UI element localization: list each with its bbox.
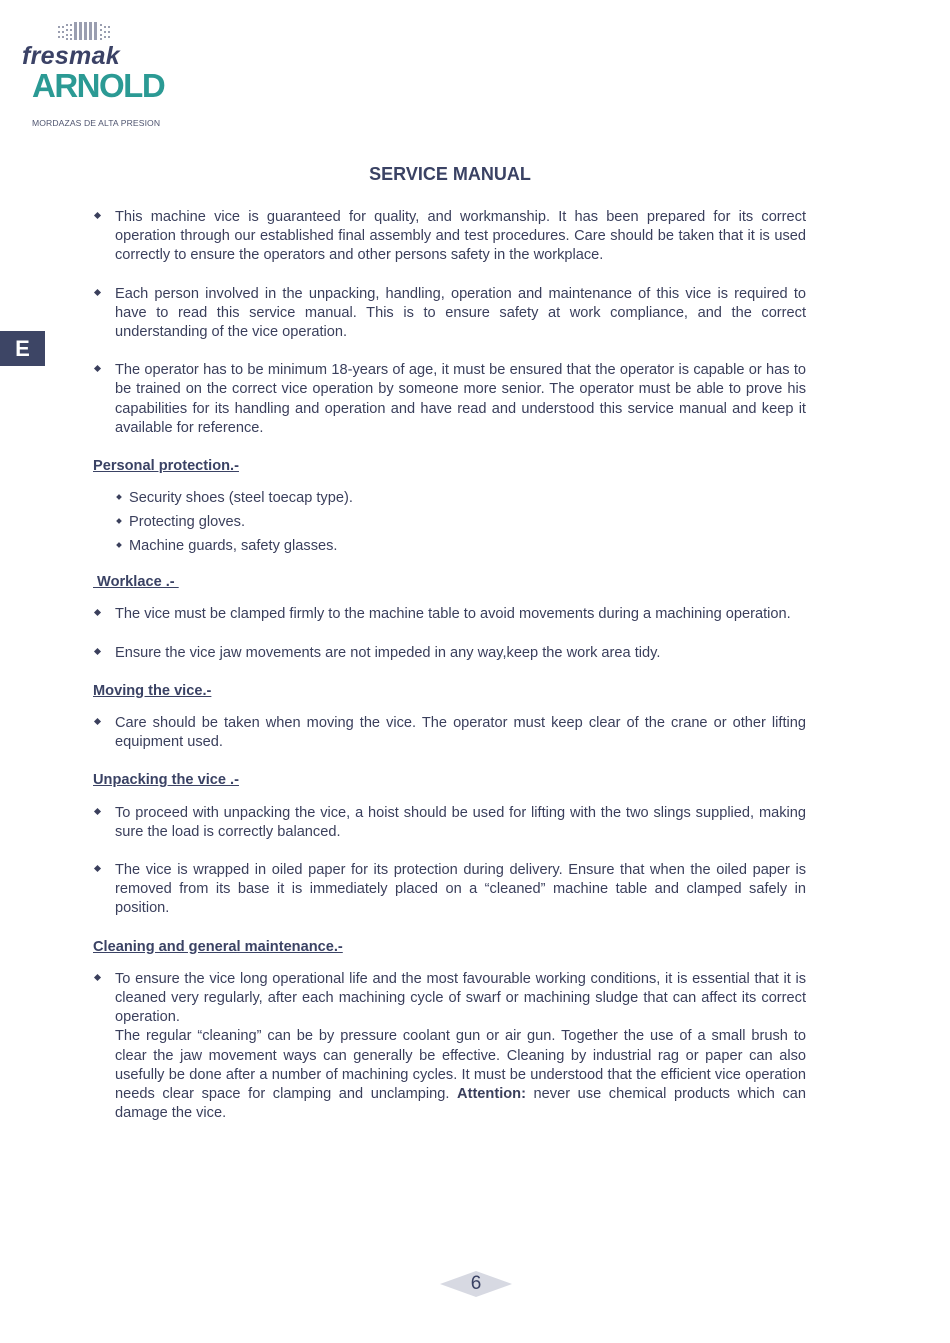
attention-text: never use chemical products which can damage the vice. — [115, 1086, 807, 1122]
item-text: The vice must be clamped firmly to the machine table to avoid movements during a machining operation. — [115, 606, 791, 623]
list-item — [93, 714, 806, 752]
page-number-badge — [440, 1271, 512, 1297]
list-item — [93, 804, 806, 842]
item-text: Machine guards, safety glasses. — [129, 538, 338, 555]
language-tab: E — [0, 331, 45, 366]
diamond-bullet-icon — [94, 808, 101, 815]
diamond-bullet-icon — [116, 542, 122, 548]
item-text: The regular “cleaning” can be by pressure coolant gun or air gun. Together the use of a small brush to clear the jaw movement ways can generally be effective. Cleaning by industrial rag or paper can also usefully be done after a number of machining cycles. It must be understood that the efficient vice operation needs clear space for clamping and unclamping. — [115, 1028, 806, 1103]
diamond-bullet-icon — [116, 494, 122, 500]
section-heading-personal-protection: Personal protection.- — [93, 458, 239, 475]
section-heading-cleaning: Cleaning and general maintenance.- — [93, 938, 343, 955]
diamond-bullet-icon — [94, 865, 101, 872]
section-heading-moving: Moving the vice.- — [93, 682, 212, 699]
list-item — [93, 361, 806, 438]
list-item — [93, 513, 806, 532]
item-text: The vice is wrapped in oiled paper for its protection during delivery. Ensure that when the oiled paper is removed from its base it is immediately placed on a “cleaned” machine table and clamped safely in position. — [115, 862, 806, 917]
list-item — [93, 537, 806, 556]
diamond-bullet-icon — [94, 609, 101, 616]
list-item — [93, 861, 806, 919]
diamond-bullet-icon — [94, 718, 101, 725]
item-text: This machine vice is guaranteed for quality, and workmanship. It has been prepared for its correct operation through our established final assembly and test procedures. Care should be taken that it is used correctly to ensure the operators and other persons safety in the workplace. — [115, 209, 806, 264]
diamond-bullet-icon — [94, 365, 101, 372]
logo-name: ARNOLD — [32, 67, 165, 104]
list-item — [93, 489, 806, 508]
diamond-bullet-icon — [94, 648, 101, 655]
list-item — [93, 970, 806, 1124]
company-logo — [22, 20, 172, 128]
list-item — [93, 644, 806, 663]
diamond-bullet-icon — [94, 212, 101, 219]
manual-body — [93, 208, 806, 1124]
item-text: To proceed with unpacking the vice, a hoist should be used for lifting with the two slings supplied, making sure the load is correctly balanced. — [115, 804, 806, 840]
item-text: Care should be taken when moving the vice. The operator must keep clear of the crane or other lifting equipment used. — [115, 715, 806, 751]
logo-brand: fresmak — [22, 42, 120, 70]
section-heading-unpacking: Unpacking the vice .- — [93, 772, 239, 789]
diamond-bullet-icon — [116, 518, 122, 524]
list-item — [93, 208, 806, 266]
item-text: Ensure the vice jaw movements are not impeded in any way,keep the work area tidy. — [115, 644, 661, 661]
logo-dot-grid-icon — [58, 22, 118, 42]
item-text: Security shoes (steel toecap type). — [129, 490, 353, 507]
attention-label: Attention: — [457, 1086, 526, 1103]
item-text: The operator has to be minimum 18-years of age, it must be ensured that the operator is capable or has to be trained on the correct vice operation by someone more senior. The operator must be able to prove his capabilities for its handling and operation and have read and understood this service manual and keep it available for reference. — [115, 362, 806, 436]
page-title: SERVICE MANUAL — [369, 164, 531, 184]
list-item — [93, 285, 806, 343]
diamond-bullet-icon — [94, 974, 101, 981]
item-text: Protecting gloves. — [129, 514, 246, 531]
item-text: To ensure the vice long operational life and the most favourable working conditions, it is essential that it is cleaned very regularly, after each machining cycle of swarf or machining sludge that can affect its correct operation. — [115, 970, 806, 1026]
list-item — [93, 605, 806, 624]
diamond-bullet-icon — [94, 289, 101, 296]
page-number: 6 — [470, 1273, 482, 1294]
item-text: Each person involved in the unpacking, handling, operation and maintenance of this vice is required to have to read this service manual. This is to ensure safety at work compliance, and the correct understanding of the vice operation. — [115, 285, 806, 341]
logo-tagline: MORDAZAS DE ALTA PRESION — [32, 118, 161, 128]
section-heading-worklace: Worklace .- — [93, 574, 179, 591]
